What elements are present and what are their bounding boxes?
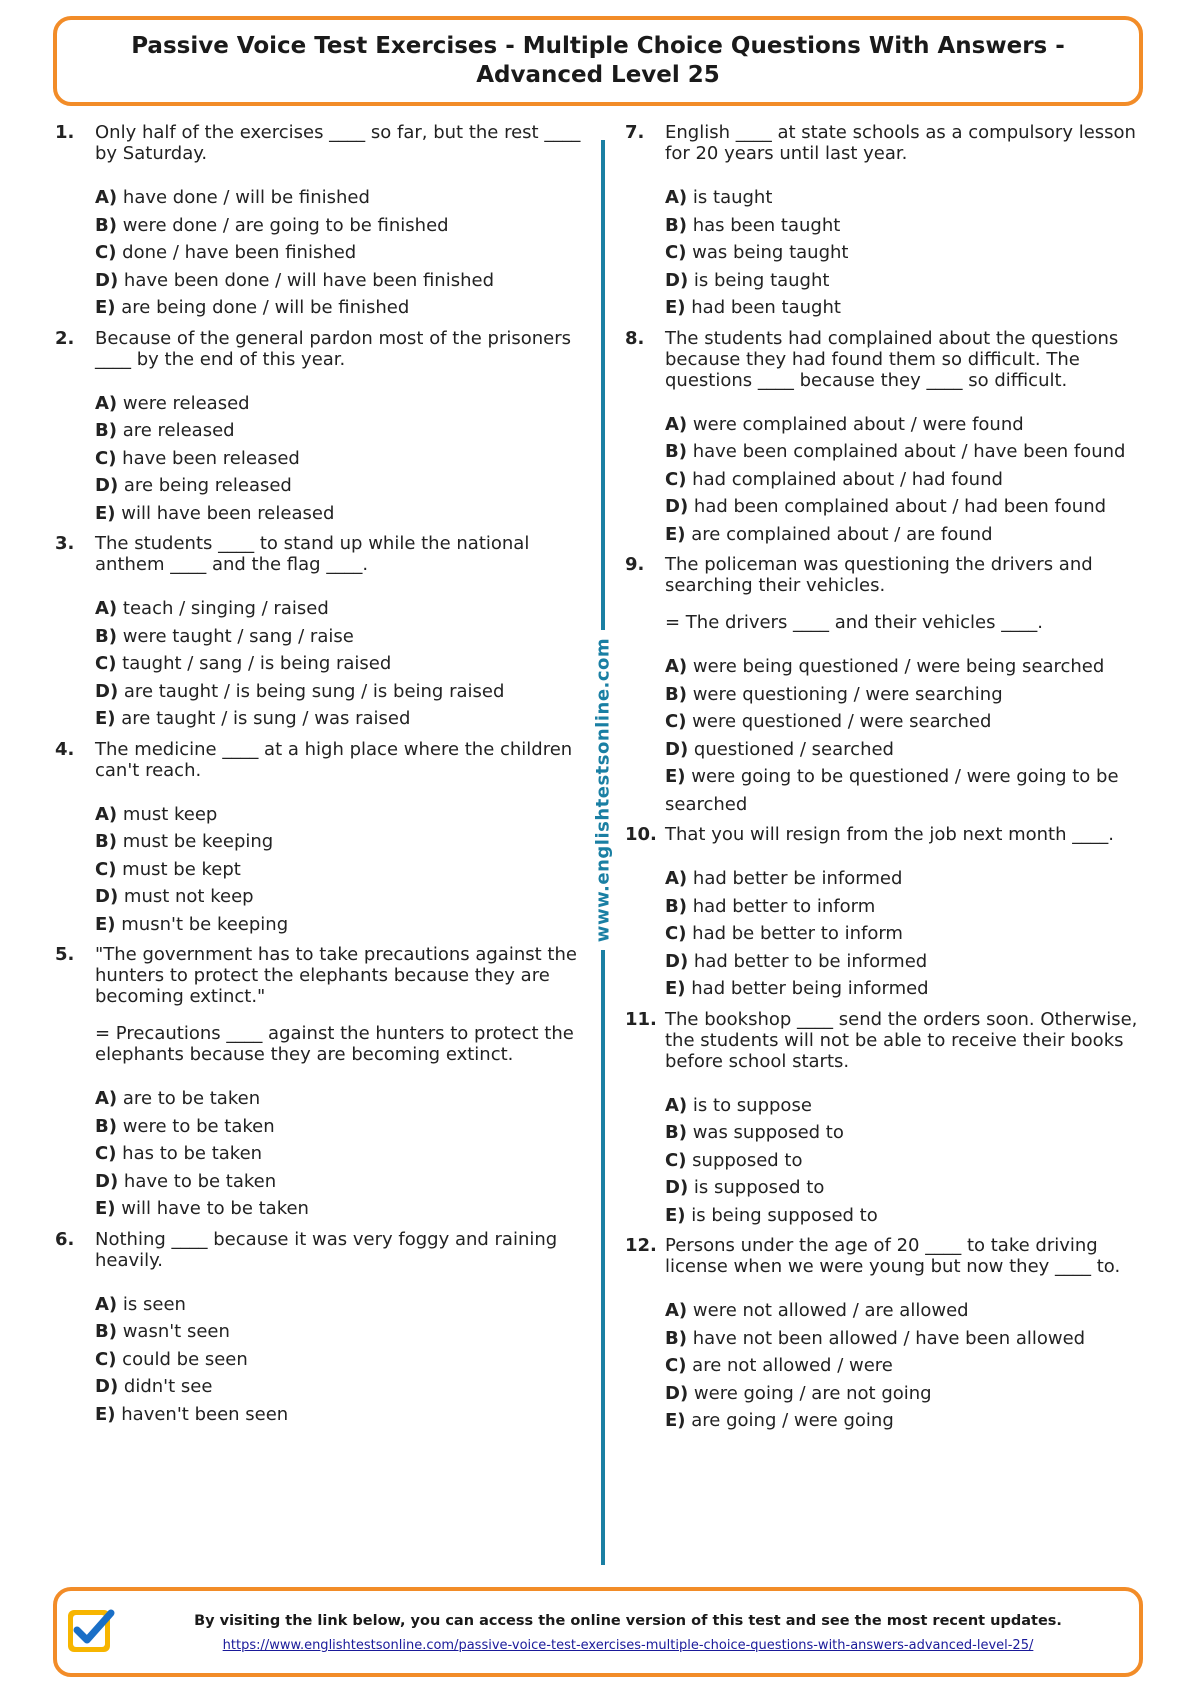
option-letter: D) — [95, 269, 119, 291]
answer-option[interactable] — [665, 653, 1145, 681]
answer-option[interactable] — [95, 267, 585, 295]
answer-option[interactable] — [665, 1380, 1145, 1408]
answer-options — [95, 184, 585, 322]
option-text: were going / are not going — [693, 1382, 932, 1404]
answer-option[interactable] — [95, 1318, 585, 1346]
question-text: "The government has to take precautions against the hunters to protect the elephants because they are becoming extinct." — [95, 944, 577, 1007]
option-text: were taught / sang / raise — [122, 625, 354, 647]
option-text: must be keeping — [122, 831, 274, 852]
left-column — [55, 122, 585, 1434]
answer-option[interactable] — [665, 708, 1145, 736]
option-letter: B) — [95, 420, 117, 441]
option-letter: A) — [95, 392, 118, 414]
checkbox-icon — [65, 1605, 117, 1657]
question-number: 9. — [625, 554, 645, 575]
option-letter: D) — [95, 1376, 119, 1397]
answer-option[interactable] — [95, 212, 585, 240]
answer-option[interactable] — [95, 595, 585, 623]
question-11 — [625, 1009, 1145, 1230]
answer-option[interactable] — [95, 417, 585, 445]
option-letter: E) — [665, 297, 686, 318]
answer-option[interactable] — [665, 975, 1145, 1003]
option-text: will have been released — [121, 502, 335, 524]
option-text: will have to be taken — [121, 1198, 309, 1219]
option-text: didn't see — [123, 1376, 213, 1397]
option-letter: C) — [95, 1143, 117, 1164]
option-text: has been taught — [692, 214, 841, 236]
question-number: 12. — [625, 1235, 657, 1256]
footer-link[interactable]: https://www.englishtestsonline.com/passive-voice-test-exercises-multiple-choice-questions-with-answers-advanced-level-25/ — [222, 1638, 1034, 1653]
option-text: is to suppose — [692, 1094, 812, 1116]
question-text: Persons under the age of 20 ____ to take driving license when we were young but now they ____ to. — [665, 1235, 1121, 1277]
option-letter: A) — [665, 868, 688, 889]
answer-option[interactable] — [665, 466, 1145, 494]
answer-option[interactable] — [665, 294, 1145, 322]
answer-option[interactable] — [95, 1168, 585, 1196]
option-letter: B) — [665, 441, 687, 462]
question-rewrite-text: = The drivers ____ and their vehicles ____. — [665, 612, 1043, 633]
watermark: www.englishtestsonline.com — [592, 637, 614, 943]
question-body — [665, 328, 1145, 549]
question-body — [665, 554, 1145, 818]
option-text: must keep — [122, 803, 218, 825]
footer-text: By visiting the link below, you can access the online version of this test and see the most recent updates. — [194, 1613, 1062, 1629]
answer-option[interactable] — [665, 1092, 1145, 1120]
answer-option[interactable] — [665, 1202, 1145, 1230]
option-letter: C) — [95, 447, 117, 469]
option-letter: D) — [95, 886, 119, 907]
answer-options — [665, 1297, 1145, 1435]
answer-option[interactable] — [665, 411, 1145, 439]
option-letter: D) — [665, 950, 689, 972]
option-letter: E) — [95, 502, 116, 524]
option-text: were complained about / were found — [692, 413, 1024, 435]
option-text: teach / singing / raised — [122, 598, 329, 619]
question-number: 5. — [55, 944, 75, 965]
option-letter: A) — [665, 656, 688, 677]
option-letter: C) — [95, 653, 117, 674]
answer-option[interactable] — [95, 1373, 585, 1401]
option-text: was being taught — [692, 242, 849, 263]
answer-options — [95, 595, 585, 733]
question-3 — [55, 533, 585, 733]
option-letter: A) — [665, 187, 688, 208]
answer-option[interactable] — [665, 763, 1145, 818]
answer-option[interactable] — [665, 493, 1145, 521]
option-letter: A) — [95, 1293, 118, 1315]
option-letter: B) — [95, 625, 117, 647]
option-letter: E) — [95, 1198, 116, 1219]
question-body — [665, 1009, 1145, 1230]
answer-option[interactable] — [665, 1174, 1145, 1202]
option-letter: C) — [665, 1355, 687, 1376]
option-letter: C) — [665, 711, 687, 732]
option-letter: D) — [665, 1177, 689, 1198]
option-text: were to be taken — [122, 1115, 275, 1137]
question-10 — [625, 824, 1145, 1003]
option-text: were questioned / were searched — [692, 711, 992, 732]
question-body — [95, 1229, 585, 1429]
question-body — [95, 739, 585, 939]
option-letter: D) — [95, 1170, 119, 1192]
option-text: were done / are going to be finished — [122, 214, 449, 236]
question-number: 4. — [55, 738, 75, 760]
question-number: 1. — [55, 122, 75, 143]
answer-options — [95, 801, 585, 939]
option-letter: B) — [665, 1122, 687, 1143]
header-box — [53, 16, 1143, 106]
option-letter: B) — [665, 1327, 687, 1349]
answer-option[interactable] — [665, 239, 1145, 267]
question-body — [95, 533, 585, 733]
option-text: were questioning / were searching — [692, 683, 1003, 705]
option-text: are being done / will be finished — [121, 297, 410, 318]
question-body — [95, 122, 585, 322]
page-title: Passive Voice Test Exercises - Multiple Choice Questions With Answers - Advanced Level 25 — [131, 33, 1065, 88]
option-text: have to be taken — [123, 1170, 277, 1192]
answer-option[interactable] — [95, 856, 585, 884]
option-letter: E) — [665, 1204, 686, 1226]
option-letter: C) — [95, 242, 117, 263]
question-number: 11. — [625, 1008, 657, 1030]
option-letter: D) — [665, 1382, 689, 1404]
option-letter: D) — [95, 475, 119, 496]
option-text: taught / sang / is being raised — [122, 653, 392, 674]
question-body — [95, 328, 585, 528]
answer-options — [665, 865, 1145, 1003]
option-text: is supposed to — [693, 1177, 825, 1198]
question-7 — [625, 122, 1145, 322]
option-text: are going / were going — [691, 1410, 894, 1431]
question-number: 6. — [55, 1228, 75, 1250]
question-number: 10. — [625, 824, 657, 845]
option-text: has to be taken — [122, 1143, 263, 1164]
answer-option[interactable] — [95, 650, 585, 678]
answer-option[interactable] — [665, 920, 1145, 948]
option-letter: E) — [95, 708, 116, 729]
option-text: are taught / is sung / was raised — [121, 708, 411, 729]
option-text: done / have been finished — [122, 242, 357, 263]
option-text: are complained about / are found — [691, 523, 993, 545]
option-letter: C) — [665, 242, 687, 263]
option-text: had better be informed — [692, 868, 903, 889]
question-body — [665, 1235, 1145, 1435]
option-text: supposed to — [692, 1149, 803, 1171]
answer-option[interactable] — [665, 948, 1145, 976]
option-letter: A) — [665, 413, 688, 435]
option-letter: A) — [665, 1094, 688, 1116]
answer-option[interactable] — [95, 445, 585, 473]
answer-option[interactable] — [665, 1325, 1145, 1353]
answer-option[interactable] — [665, 212, 1145, 240]
option-text: are not allowed / were — [692, 1355, 893, 1376]
question-2 — [55, 328, 585, 528]
option-text: have been released — [122, 447, 300, 469]
answer-options — [95, 1085, 585, 1223]
option-text: musn't be keeping — [121, 913, 289, 935]
option-text: are released — [122, 420, 235, 441]
question-body — [665, 824, 1145, 1003]
option-letter: D) — [95, 680, 119, 702]
option-letter: E) — [665, 1410, 686, 1431]
answer-option[interactable] — [665, 1119, 1145, 1147]
answer-option[interactable] — [95, 1401, 585, 1429]
option-text: are to be taken — [122, 1088, 261, 1109]
question-text: The students had complained about the questions because they had found them so difficult. The questions ____ because they ____ so difficult. — [665, 327, 1119, 391]
option-text: must be kept — [122, 858, 241, 880]
option-text: are being released — [123, 475, 292, 496]
answer-option[interactable] — [95, 1140, 585, 1168]
question-4 — [55, 739, 585, 939]
answer-options — [665, 184, 1145, 322]
option-letter: B) — [95, 831, 117, 852]
option-text: could be seen — [122, 1348, 248, 1370]
option-letter: B) — [665, 683, 687, 705]
option-text: had better to inform — [692, 895, 876, 917]
option-text: have done / will be finished — [122, 187, 370, 208]
option-text: wasn't seen — [122, 1321, 230, 1342]
answer-option[interactable] — [95, 472, 585, 500]
option-letter: C) — [95, 1348, 117, 1370]
option-letter: C) — [665, 1149, 687, 1171]
option-letter: D) — [665, 738, 689, 760]
answer-option[interactable] — [665, 267, 1145, 295]
option-letter: B) — [665, 895, 687, 917]
option-letter: E) — [665, 978, 686, 999]
question-body — [95, 944, 585, 1223]
question-6 — [55, 1229, 585, 1429]
answer-option[interactable] — [95, 1291, 585, 1319]
answer-option[interactable] — [95, 1346, 585, 1374]
option-text: have not been allowed / have been allowed — [692, 1327, 1086, 1349]
answer-option[interactable] — [95, 623, 585, 651]
answer-option[interactable] — [95, 500, 585, 528]
answer-option[interactable] — [665, 681, 1145, 709]
option-letter: D) — [665, 269, 689, 291]
answer-option[interactable] — [95, 294, 585, 322]
question-text: Only half of the exercises ____ so far, but the rest ____ by Saturday. — [95, 122, 581, 164]
question-text: Because of the general pardon most of the prisoners ____ by the end of this year. — [95, 327, 572, 370]
footer-box — [53, 1587, 1143, 1677]
option-letter: E) — [665, 766, 686, 787]
answer-option[interactable] — [665, 1297, 1145, 1325]
question-text: That you will resign from the job next month ____. — [665, 824, 1114, 845]
question-text: The medicine ____ at a high place where the children can't reach. — [95, 738, 573, 781]
question-number: 2. — [55, 327, 75, 349]
option-letter: E) — [95, 913, 116, 935]
option-letter: B) — [95, 1321, 117, 1342]
option-text: were being questioned / were being searched — [692, 656, 1105, 677]
answer-option[interactable] — [95, 911, 585, 939]
option-text: is being taught — [693, 269, 830, 291]
answer-options — [95, 1291, 585, 1429]
option-text: are taught / is being sung / is being raised — [123, 680, 505, 702]
question-12 — [625, 1235, 1145, 1435]
right-column — [625, 122, 1145, 1441]
answer-option[interactable] — [95, 239, 585, 267]
question-9 — [625, 554, 1145, 818]
question-body — [665, 122, 1145, 322]
answer-options — [665, 411, 1145, 549]
question-number: 7. — [625, 122, 645, 143]
option-text: had been taught — [691, 297, 841, 318]
question-5 — [55, 944, 585, 1223]
answer-option[interactable] — [95, 184, 585, 212]
question-text: The students ____ to stand up while the national anthem ____ and the flag ____. — [95, 533, 530, 575]
answer-option[interactable] — [665, 521, 1145, 549]
option-letter: E) — [95, 297, 116, 318]
answer-option[interactable] — [665, 865, 1145, 893]
answer-option[interactable] — [665, 1407, 1145, 1435]
answer-option[interactable] — [95, 1085, 585, 1113]
option-letter: E) — [95, 1403, 116, 1425]
option-letter: B) — [95, 214, 117, 236]
question-text: Nothing ____ because it was very foggy and raining heavily. — [95, 1228, 558, 1271]
answer-option[interactable] — [95, 1195, 585, 1223]
option-text: is seen — [122, 1293, 186, 1315]
answer-option[interactable] — [665, 1147, 1145, 1175]
option-text: had be better to inform — [692, 923, 903, 944]
option-letter: B) — [665, 214, 687, 236]
option-text: have been complained about / have been found — [692, 441, 1126, 462]
question-text: English ____ at state schools as a compulsory lesson for 20 years until last year. — [665, 122, 1136, 164]
question-8 — [625, 328, 1145, 549]
option-letter: A) — [665, 1300, 688, 1321]
option-text: had better to be informed — [693, 950, 928, 972]
question-rewrite-text: = Precautions ____ against the hunters to protect the elephants because they are becoming extinct. — [95, 1023, 574, 1065]
option-text: had been complained about / had been found — [693, 496, 1107, 517]
option-letter: B) — [95, 1115, 117, 1137]
answer-option[interactable] — [95, 801, 585, 829]
answer-option[interactable] — [95, 390, 585, 418]
answer-option[interactable] — [95, 883, 585, 911]
option-text: have been done / will have been finished — [123, 269, 494, 291]
option-letter: C) — [665, 468, 687, 490]
option-text: questioned / searched — [693, 738, 894, 760]
question-number: 8. — [625, 327, 645, 349]
answer-option[interactable] — [665, 184, 1145, 212]
answer-options — [665, 1092, 1145, 1230]
option-letter: A) — [95, 803, 118, 825]
answer-options — [95, 390, 585, 528]
answer-option[interactable] — [665, 438, 1145, 466]
answer-option[interactable] — [665, 1352, 1145, 1380]
question-number: 3. — [55, 533, 75, 554]
option-text: is being supposed to — [691, 1204, 878, 1226]
question-1 — [55, 122, 585, 322]
option-text: haven't been seen — [121, 1403, 289, 1425]
answer-option[interactable] — [665, 736, 1145, 764]
answer-option[interactable] — [95, 705, 585, 733]
question-text: The bookshop ____ send the orders soon. Otherwise, the students will not be able to receive their books before school starts. — [665, 1008, 1138, 1072]
option-letter: E) — [665, 523, 686, 545]
option-letter: D) — [665, 496, 689, 517]
option-text: were going to be questioned / were going to be searched — [665, 766, 1119, 815]
option-text: were released — [122, 392, 250, 414]
answer-option[interactable] — [95, 678, 585, 706]
question-text: The policeman was questioning the drivers and searching their vehicles. — [665, 554, 1093, 596]
option-letter: C) — [95, 858, 117, 880]
option-letter: C) — [665, 923, 687, 944]
answer-options — [665, 653, 1145, 818]
option-letter: A) — [95, 598, 118, 619]
option-text: were not allowed / are allowed — [692, 1300, 969, 1321]
option-text: was supposed to — [692, 1122, 844, 1143]
option-text: had complained about / had found — [692, 468, 1003, 490]
answer-option[interactable] — [95, 1113, 585, 1141]
option-text: must not keep — [123, 886, 254, 907]
option-letter: A) — [95, 187, 118, 208]
option-text: is taught — [692, 187, 773, 208]
option-letter: A) — [95, 1088, 118, 1109]
answer-option[interactable] — [95, 828, 585, 856]
option-text: had better being informed — [691, 978, 929, 999]
answer-option[interactable] — [665, 893, 1145, 921]
